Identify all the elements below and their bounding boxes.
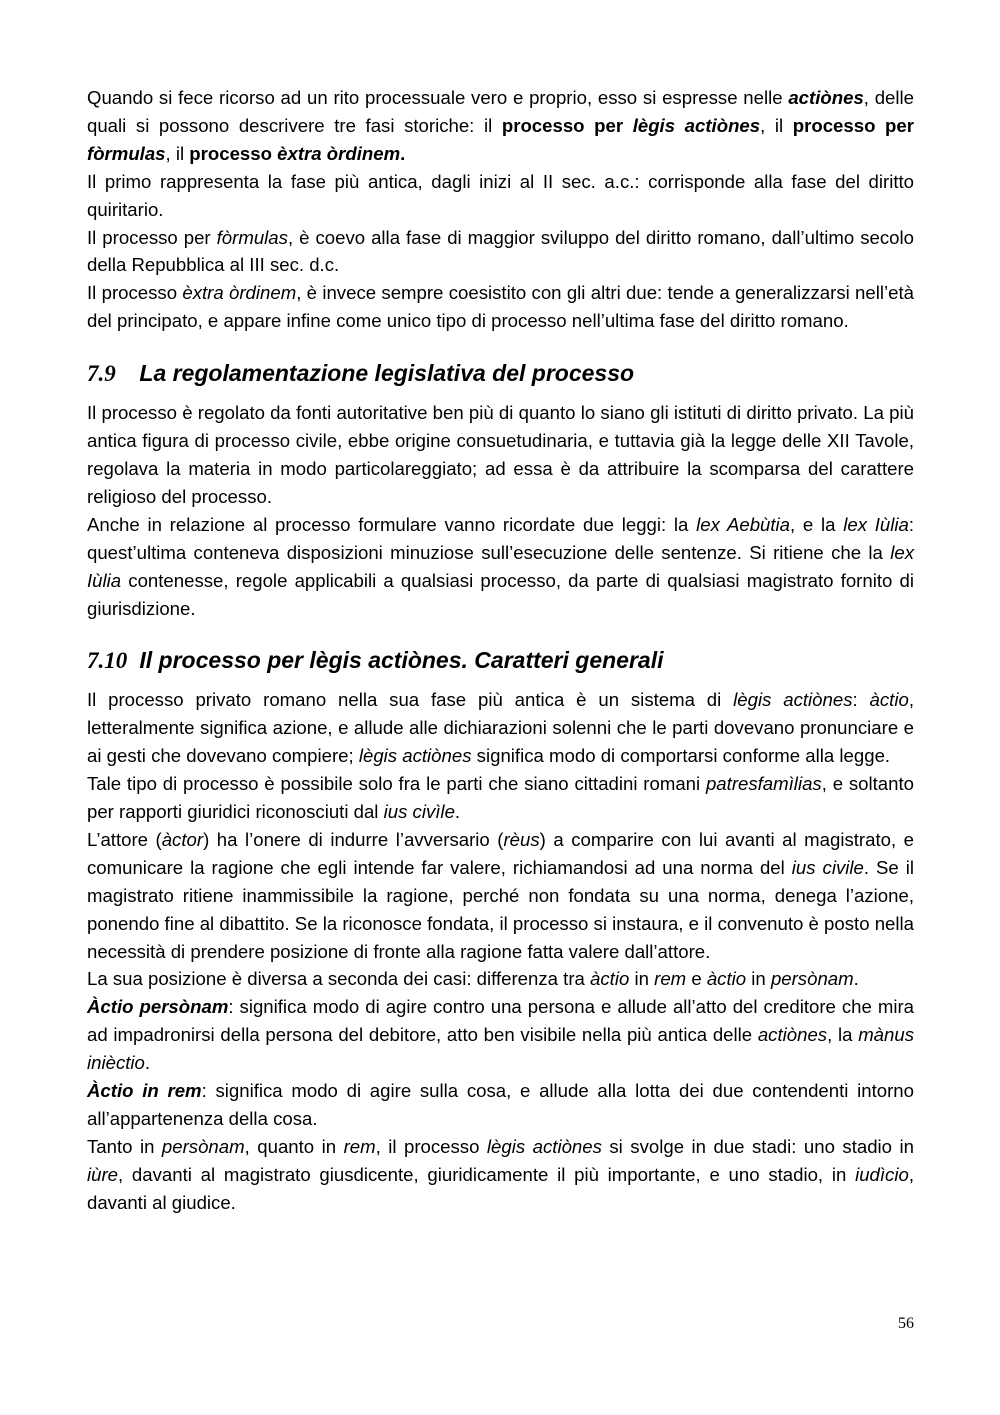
text-run: lex Iùlia — [843, 513, 909, 535]
text-run: èxtra òrdinem — [182, 282, 297, 304]
text-run: fòrmulas — [87, 142, 166, 164]
text-run: , e soltanto per rapporti giuridici riconosciuti dal — [87, 773, 914, 823]
text-run: fòrmulas — [216, 226, 288, 248]
text-run: ) ha l’onere di indurre l’avversario ( — [203, 828, 504, 850]
text-run: in — [746, 968, 771, 990]
text-run: ) a comparire con lui avanti al magistrato, e comunicare la ragione che egli intende far valere, richiamandosi ad una norma del — [87, 828, 914, 878]
text-run: ius civile — [791, 856, 864, 878]
text-run: Àctio persònam — [87, 996, 229, 1018]
text-run: , e la — [790, 513, 844, 535]
page-body — [87, 84, 914, 1217]
paragraph — [87, 399, 914, 511]
text-run: Il primo rappresenta la fase più antica, dagli inizi al II sec. a.c.: corrisponde alla fase del diritto quiritario. — [87, 170, 914, 220]
text-run: lègis actiònes — [358, 745, 472, 767]
text-run: actiònes — [788, 87, 864, 108]
text-run: patresfamìlias — [705, 773, 822, 795]
text-run: èxtra òrdinem — [277, 142, 401, 164]
text-run: processo per — [501, 114, 633, 136]
text-run: rem — [343, 1135, 376, 1157]
text-run: lex Iùlia — [87, 541, 914, 591]
text-run: : — [852, 689, 870, 711]
text-run: , quanto in — [244, 1135, 344, 1157]
section-title: La regolamentazione legislativa del processo — [139, 360, 635, 387]
text-run: Anche in relazione al processo formulare vanno ricordate due leggi: la — [87, 513, 697, 535]
text-run: àctio — [706, 968, 747, 990]
text-run: L’attore ( — [87, 828, 162, 850]
text-run: , delle quali si possono descrivere tre fasi storiche: il — [87, 87, 914, 136]
text-run: rèus — [503, 828, 540, 850]
text-run: , il processo — [375, 1135, 487, 1157]
section-title: Il processo per lègis actiònes. Caratteri generali — [139, 647, 664, 674]
paragraph — [87, 965, 914, 993]
text-run: Àctio in rem — [87, 1080, 202, 1102]
text-run: rem — [654, 968, 687, 990]
text-run: iudìcio — [855, 1163, 909, 1185]
text-run: , davanti al magistrato giusdicente, giuridicamente il più importante, e uno stadio, in — [118, 1163, 856, 1185]
section-heading — [87, 358, 914, 389]
text-run: : significa modo di agire sulla cosa, e allude alla lotta dei due contendenti intorno all’appartenenza della cosa. — [87, 1080, 914, 1129]
paragraph — [87, 993, 914, 1077]
text-run: La sua posizione è diversa a seconda dei casi: differenza tra — [87, 968, 591, 990]
text-run: . — [400, 142, 406, 164]
text-run: Il processo per — [87, 226, 217, 248]
section-number: 7.10 — [87, 648, 128, 674]
text-run: in — [629, 968, 655, 990]
text-run: iùre — [87, 1163, 119, 1185]
text-run: Il processo è regolato da fonti autoritative ben più di quanto lo siano gli istituti di diritto privato. La più antica figura di processo civile, ebbe origine consuetudinaria, e tuttavia già la legge delle XII Tavole, regolava la materia in modo particolareggiato; ad essa è da attribuire la scomparsa del carattere religioso del processo. — [87, 402, 914, 507]
text-run: mànus inièctio — [87, 1024, 914, 1074]
text-run: si svolge in due stadi: uno stadio in — [601, 1135, 914, 1157]
text-run: àctor — [161, 828, 204, 850]
text-run: , il — [165, 142, 190, 164]
text-run: , davanti al giudice. — [87, 1163, 914, 1213]
paragraph — [87, 1077, 914, 1133]
paragraph — [87, 84, 914, 168]
paragraph — [87, 168, 914, 224]
text-run: , letteralmente significa azione, e allude alle dichiarazioni solenni che le parti dovevano pronunciare e ai gesti che dovevano compiere; — [87, 689, 914, 767]
text-run: processo — [189, 142, 278, 164]
text-run: . — [853, 968, 859, 990]
text-run: contenesse, regole applicabili a qualsiasi processo, da parte di qualsiasi magistrato fornito di giurisdizione. — [87, 569, 914, 619]
text-run: àctio — [590, 968, 630, 990]
section-heading — [87, 645, 914, 676]
text-run: Il processo privato romano nella sua fase più antica è un sistema di — [87, 689, 734, 711]
paragraph — [87, 826, 914, 966]
text-run: Tanto in — [87, 1135, 162, 1157]
text-run: . — [454, 801, 461, 823]
section-number: 7.9 — [87, 361, 116, 387]
text-run: e — [686, 968, 707, 990]
text-run: , è coevo alla fase di maggior sviluppo del diritto romano, dall’ultimo secolo della Repubblica al III sec. d.c. — [87, 226, 914, 276]
text-run: : quest’ultima conteneva disposizioni minuziose sull’esecuzione delle sentenze. Si ritiene che la — [87, 513, 915, 563]
text-run: Il processo — [87, 282, 183, 304]
text-run: lègis actiònes — [632, 114, 761, 136]
paragraph — [87, 686, 914, 770]
paragraph — [87, 279, 914, 335]
text-run: lègis actiònes — [733, 689, 853, 711]
paragraph — [87, 1133, 914, 1217]
text-run: persònam — [770, 968, 854, 990]
text-run: , il — [760, 114, 793, 136]
paragraph — [87, 224, 914, 280]
paragraph — [87, 511, 914, 623]
text-run: . Se il magistrato ritiene inammissibile la ragione, perché non fondata su una norma, denega l’azione, ponendo fine al dibattito. Se la riconosce fondata, il processo si instaura, e il convenuto è posto nella necessità di prendere posizione di fronte alla ragione fatta valere dall’attore. — [87, 856, 914, 962]
text-run: lex Aebùtia — [696, 513, 791, 535]
text-run: Tale tipo di processo è possibile solo fra le parti che siano cittadini romani — [87, 773, 706, 795]
text-run: , la — [827, 1024, 859, 1046]
text-run: , è invece sempre coesistito con gli altri due: tende a generalizzarsi nell’età del principato, e appare infine come unico tipo di processo nell’ultima fase del diritto romano. — [87, 282, 914, 332]
text-run: Quando si fece ricorso ad un rito processuale vero e proprio, esso si espresse nelle — [87, 87, 789, 108]
text-run: ius civìle — [383, 801, 455, 823]
paragraph — [87, 770, 914, 826]
text-run: . — [144, 1052, 151, 1074]
text-run: persònam — [161, 1135, 245, 1157]
text-run: àctio — [869, 689, 909, 711]
text-run: significa modo di comportarsi conforme alla legge. — [471, 745, 891, 767]
text-run: lègis actiònes — [486, 1135, 602, 1157]
text-run: : significa modo di agire contro una persona e allude all’atto del creditore che mira ad impadronirsi della persona del debitore, atto ben visibile nella più antica delle — [87, 996, 915, 1046]
text-run: actiònes — [757, 1024, 828, 1046]
page-number: 56 — [898, 1315, 914, 1332]
text-run: processo per — [792, 114, 914, 136]
